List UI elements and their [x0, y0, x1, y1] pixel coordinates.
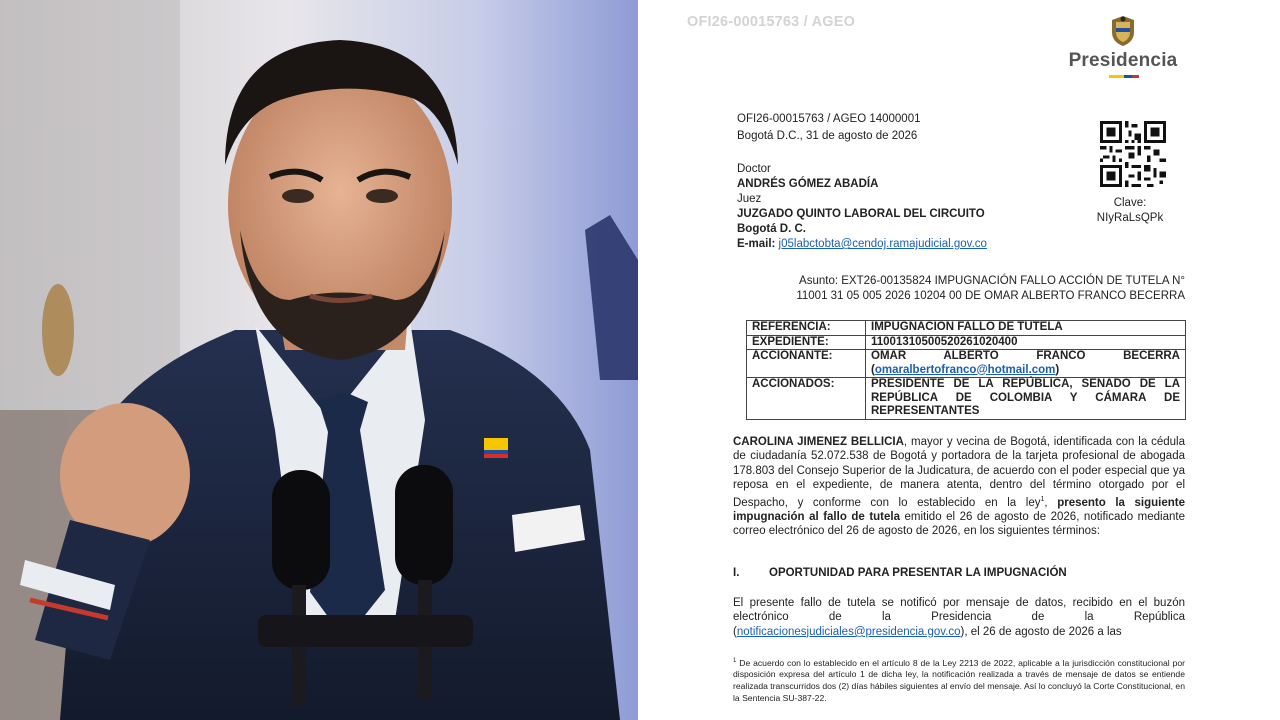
paragraph-1-bold: presento la siguiente impugnación al fallo de tutela	[733, 496, 1185, 523]
recipient-email-row	[737, 238, 987, 250]
expediente-value: 11001310500520261020400	[866, 335, 1186, 350]
flag-stripe	[1109, 75, 1139, 78]
lawyer-name: CAROLINA JIMENEZ BELLICIA	[733, 436, 904, 448]
referencia-label: REFERENCIA:	[747, 321, 866, 336]
coat-of-arms-icon	[1108, 14, 1138, 48]
notifications-email-link[interactable]: notificacionesjudiciales@presidencia.gov.co	[736, 625, 961, 638]
section-number: I.	[733, 567, 740, 579]
recipient-city: Bogotá D. C.	[737, 223, 806, 235]
portrait-photo	[0, 0, 638, 720]
paragraph-1-comma: ,	[1044, 496, 1048, 509]
subject-line-2: 11001 31 05 005 2026 10204 00 DE OMAR ALBERTO FRANCO BECERRA	[796, 290, 1185, 302]
subject-line-1: Asunto: EXT26-00135824 IMPUGNACIÓN FALLO ACCIÓN DE TUTELA N°	[799, 275, 1185, 287]
expediente-label: EXPEDIENTE:	[747, 335, 866, 350]
paragraph-2-text-a: El presente fallo de tutela se notificó por mensaje de datos, recibido en el buzón electrónico de la Presidencia de la República (	[733, 597, 1185, 638]
accionados-value: PRESIDENTE DE LA REPÚBLICA, SENADO DE LA REPÚBLICA DE COLOMBIA Y CÁMARA DE REPRESENTANTES	[866, 378, 1186, 420]
reference-table	[746, 320, 1186, 420]
presidencia-wordmark: Presidencia	[1068, 50, 1178, 71]
referencia-value: IMPUGNACION FALLO DE TUTELA	[866, 321, 1186, 336]
qr-key-code: NIyRaLsQPk	[1096, 212, 1164, 224]
recipient-role: Juez	[737, 193, 762, 205]
paragraph-1-text: , mayor y vecina de Bogotá, identificada con la cédula de ciudadanía 52.072.538 de Bogotá y portadora de la tarjeta profesional de abogada 178.803 del Consejo Superior de la Judicatura, de acuerdo con el poder especial que ya reposa en el expediente, de manera atenta, dentro del término otorgado por el Despacho, y conforme con lo establecido en la ley	[733, 436, 1185, 509]
document-page	[645, 0, 1280, 720]
recipient-email-link[interactable]: j05labctobta@cendoj.ramajudicial.gov.co	[778, 238, 987, 250]
accionante-label: ACCIONANTE:	[747, 350, 866, 378]
table-row	[747, 321, 1186, 336]
accionante-email-row: (omaralbertofranco@hotmail.com)	[871, 363, 1060, 376]
footnote-text: De acuerdo con lo establecido en el artículo 8 de la Ley 2213 de 2022, aplicable a la jurisdicción constitucional por disposición expresa del artículo 1 de dicha ley, la notificación realizada a través de mensaje de datos se entiende realizada transcurridos dos (2) días hábiles siguientes al envío del mensaje. Así lo concluyó la Corte Constitucional, en la Sentencia SU-387-22.	[733, 657, 1185, 703]
divider	[638, 0, 645, 720]
watermark-ref: OFI26-00015763 / AGEO	[687, 14, 856, 30]
section-heading	[733, 567, 1067, 579]
accionante-value: OMAR ALBERTO FRANCO BECERRA	[871, 350, 1180, 362]
qr-code-icon	[1100, 121, 1166, 187]
body-paragraph-1	[733, 435, 1185, 539]
paragraph-2-text-b: ), el 26 de agosto de 2026 a las	[960, 625, 1122, 638]
footnote-number: 1	[733, 658, 737, 664]
qr-key	[1075, 196, 1185, 226]
recipient-name: ANDRÉS GÓMEZ ABADÍA	[737, 178, 879, 190]
table-row	[747, 378, 1186, 420]
presidencia-logo	[1063, 14, 1183, 84]
table-row	[747, 350, 1186, 378]
table-row	[747, 335, 1186, 350]
footnote-ref: 1	[1040, 495, 1045, 503]
footnote	[733, 656, 1185, 704]
recipient-title: Doctor	[737, 163, 771, 175]
office-ref: OFI26-00015763 / AGEO 14000001	[737, 113, 921, 125]
recipient-email-label: E-mail:	[737, 238, 776, 250]
accionante-email-link[interactable]: omaralbertofranco@hotmail.com	[874, 363, 1056, 376]
recipient-court: JUZGADO QUINTO LABORAL DEL CIRCUITO	[737, 208, 985, 220]
accionante-cell	[866, 350, 1186, 378]
accionados-label: ACCIONADOS:	[747, 378, 866, 420]
qr-key-label: Clave:	[1113, 197, 1147, 209]
section-title: OPORTUNIDAD PARA PRESENTAR LA IMPUGNACIÓN	[769, 567, 1067, 579]
paragraph-1-end: emitido el 26 de agosto de 2026, notificado mediante correo electrónico del 26 de agosto de 2026, en los siguientes términos:	[733, 510, 1185, 538]
letter-date: Bogotá D.C., 31 de agosto de 2026	[737, 130, 918, 142]
body-paragraph-2	[733, 596, 1185, 639]
